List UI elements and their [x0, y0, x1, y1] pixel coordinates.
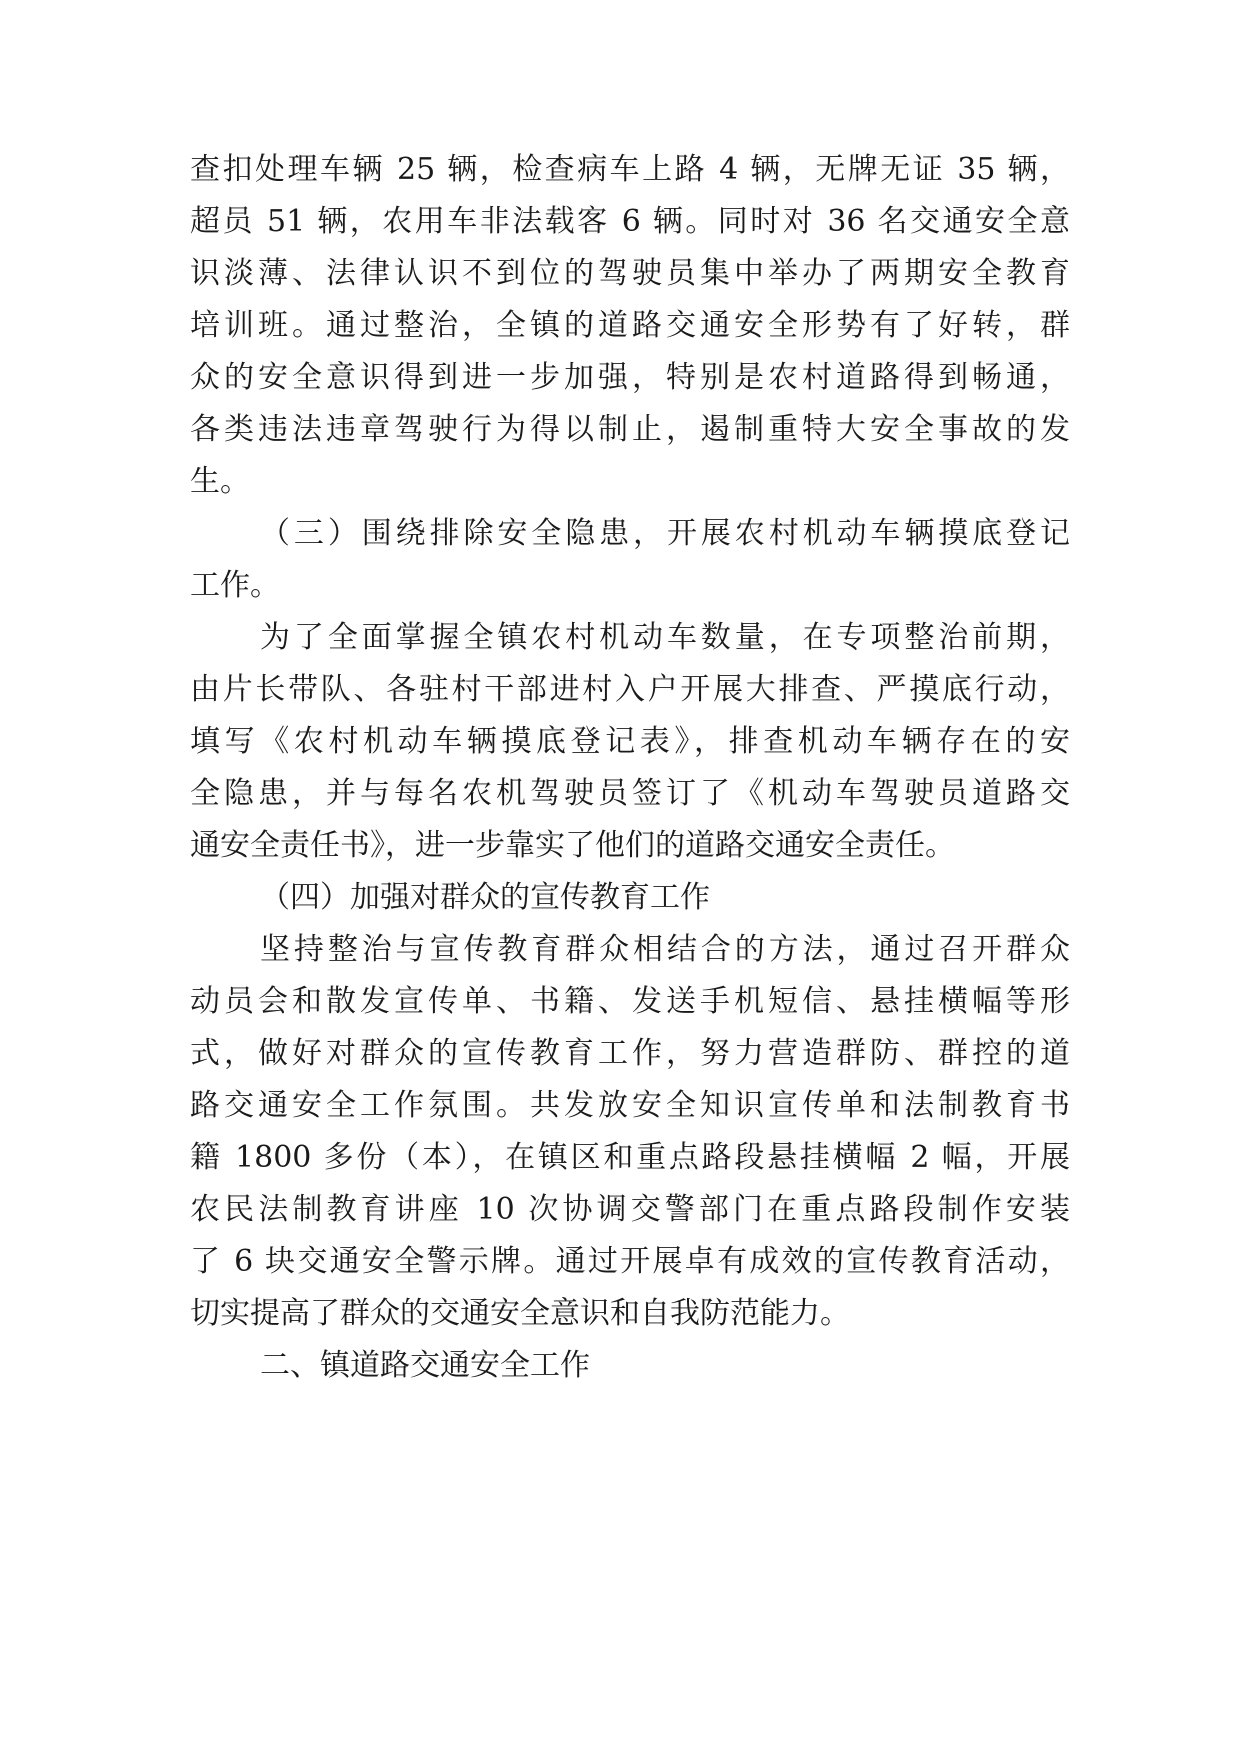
section-heading-line: （三）围绕排除安全隐患，开展农村机动车辆摸底登记 — [260, 516, 1070, 551]
text-line: 由片长带队、各驻村干部进村入户开展大排查、严摸底行动， — [190, 672, 1070, 707]
text-line: 路交通安全工作氛围。共发放安全知识宣传单和法制教育书 — [190, 1088, 1070, 1123]
text-line: 识淡薄、法律认识不到位的驾驶员集中举办了两期安全教育 — [190, 256, 1070, 291]
text-line: 籍 1800 多份（本），在镇区和重点路段悬挂横幅 2 幅，开展 — [190, 1140, 1070, 1175]
text-line: 填写《农村机动车辆摸底登记表》，排查机动车辆存在的安 — [190, 724, 1070, 759]
text-line: 坚持整治与宣传教育群众相结合的方法，通过召开群众 — [260, 932, 1070, 967]
text-line: 切实提高了群众的交通安全意识和自我防范能力。 — [190, 1296, 850, 1331]
text-line: 全隐患，并与每名农机驾驶员签订了《机动车驾驶员道路交 — [190, 776, 1070, 811]
text-line: 超员 51 辆，农用车非法载客 6 辆。同时对 36 名交通安全意 — [190, 204, 1070, 239]
text-line: 动员会和散发宣传单、书籍、发送手机短信、悬挂横幅等形 — [190, 984, 1070, 1019]
text-line: 式，做好对群众的宣传教育工作，努力营造群防、群控的道 — [190, 1036, 1070, 1071]
section-heading-line: 工作。 — [190, 568, 280, 603]
text-line: 了 6 块交通安全警示牌。通过开展卓有成效的宣传教育活动， — [190, 1244, 1070, 1279]
section-heading-line: 二、镇道路交通安全工作 — [260, 1348, 590, 1383]
text-line: 查扣处理车辆 25 辆，检查病车上路 4 辆，无牌无证 35 辆， — [190, 152, 1070, 187]
text-line: 通安全责任书》，进一步靠实了他们的道路交通安全责任。 — [190, 828, 955, 863]
text-line: 众的安全意识得到进一步加强，特别是农村道路得到畅通， — [190, 360, 1070, 395]
text-line: 各类违法违章驾驶行为得以制止，遏制重特大安全事故的发 — [190, 412, 1070, 447]
section-heading-line: （四）加强对群众的宣传教育工作 — [260, 880, 710, 915]
text-line: 生。 — [190, 464, 250, 499]
text-line: 为了全面掌握全镇农村机动车数量，在专项整治前期， — [260, 620, 1070, 655]
text-line: 农民法制教育讲座 10 次协调交警部门在重点路段制作安装 — [190, 1192, 1070, 1227]
text-line: 培训班。通过整治，全镇的道路交通安全形势有了好转，群 — [190, 308, 1070, 343]
